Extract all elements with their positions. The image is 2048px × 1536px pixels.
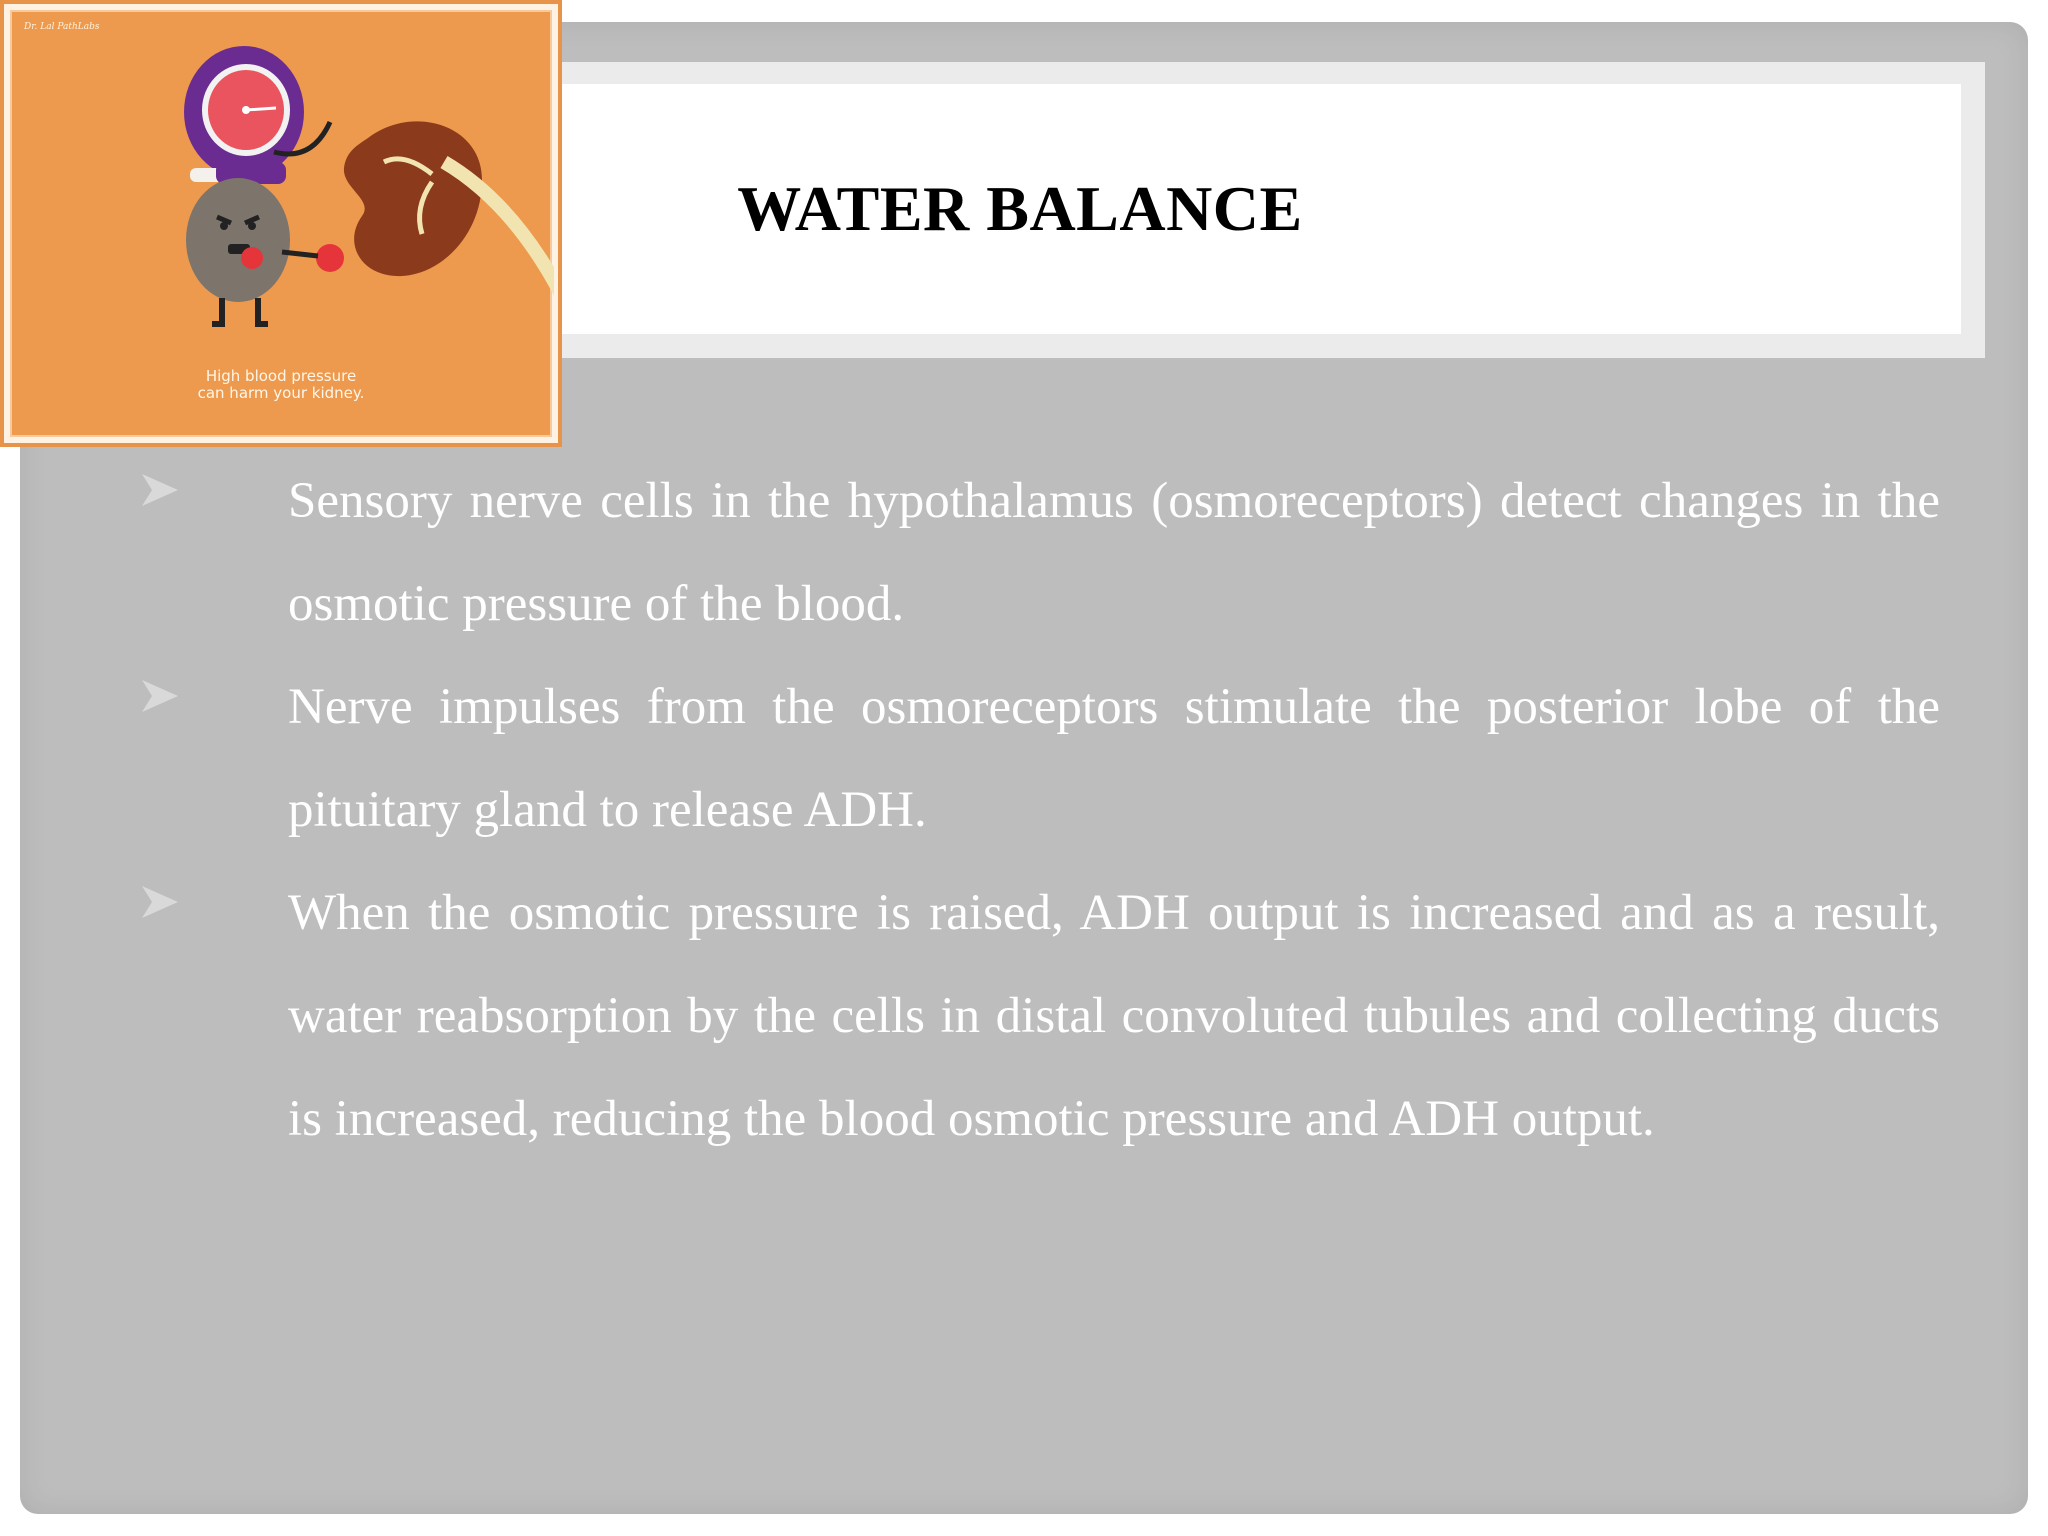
poster-brand-tag: Dr. Lal PathLabs [24, 22, 100, 32]
slide-title: WATER BALANCE [737, 173, 1303, 244]
poster-background [10, 10, 552, 437]
arrow-bullet-icon [140, 470, 180, 510]
bullet-item [140, 862, 1940, 1171]
bullet-text: When the osmotic pressure is raised, ADH output is increased and as a result, water reabsorption by the cells in distal convoluted tubules and collecting ducts is increased, reducing the blood osmotic pressure and ADH output. [288, 885, 1940, 1147]
bullet-text: Nerve impulses from the osmoreceptors stimulate the posterior lobe of the pituitary gland to release ADH. [288, 679, 1940, 838]
bullet-item [140, 450, 1940, 656]
bullet-item [140, 656, 1940, 862]
kidney-poster-image [0, 0, 562, 447]
arrow-bullet-icon [140, 882, 180, 922]
arrow-bullet-icon [140, 676, 180, 716]
poster-caption-line-1: High blood pressure [205, 367, 357, 385]
poster-caption [12, 368, 550, 402]
bullet-list [140, 450, 1940, 1171]
poster-caption-line-2: can harm your kidney. [197, 384, 365, 402]
bullet-text: Sensory nerve cells in the hypothalamus (osmoreceptors) detect changes in the osmotic pressure of the blood. [288, 473, 1940, 632]
